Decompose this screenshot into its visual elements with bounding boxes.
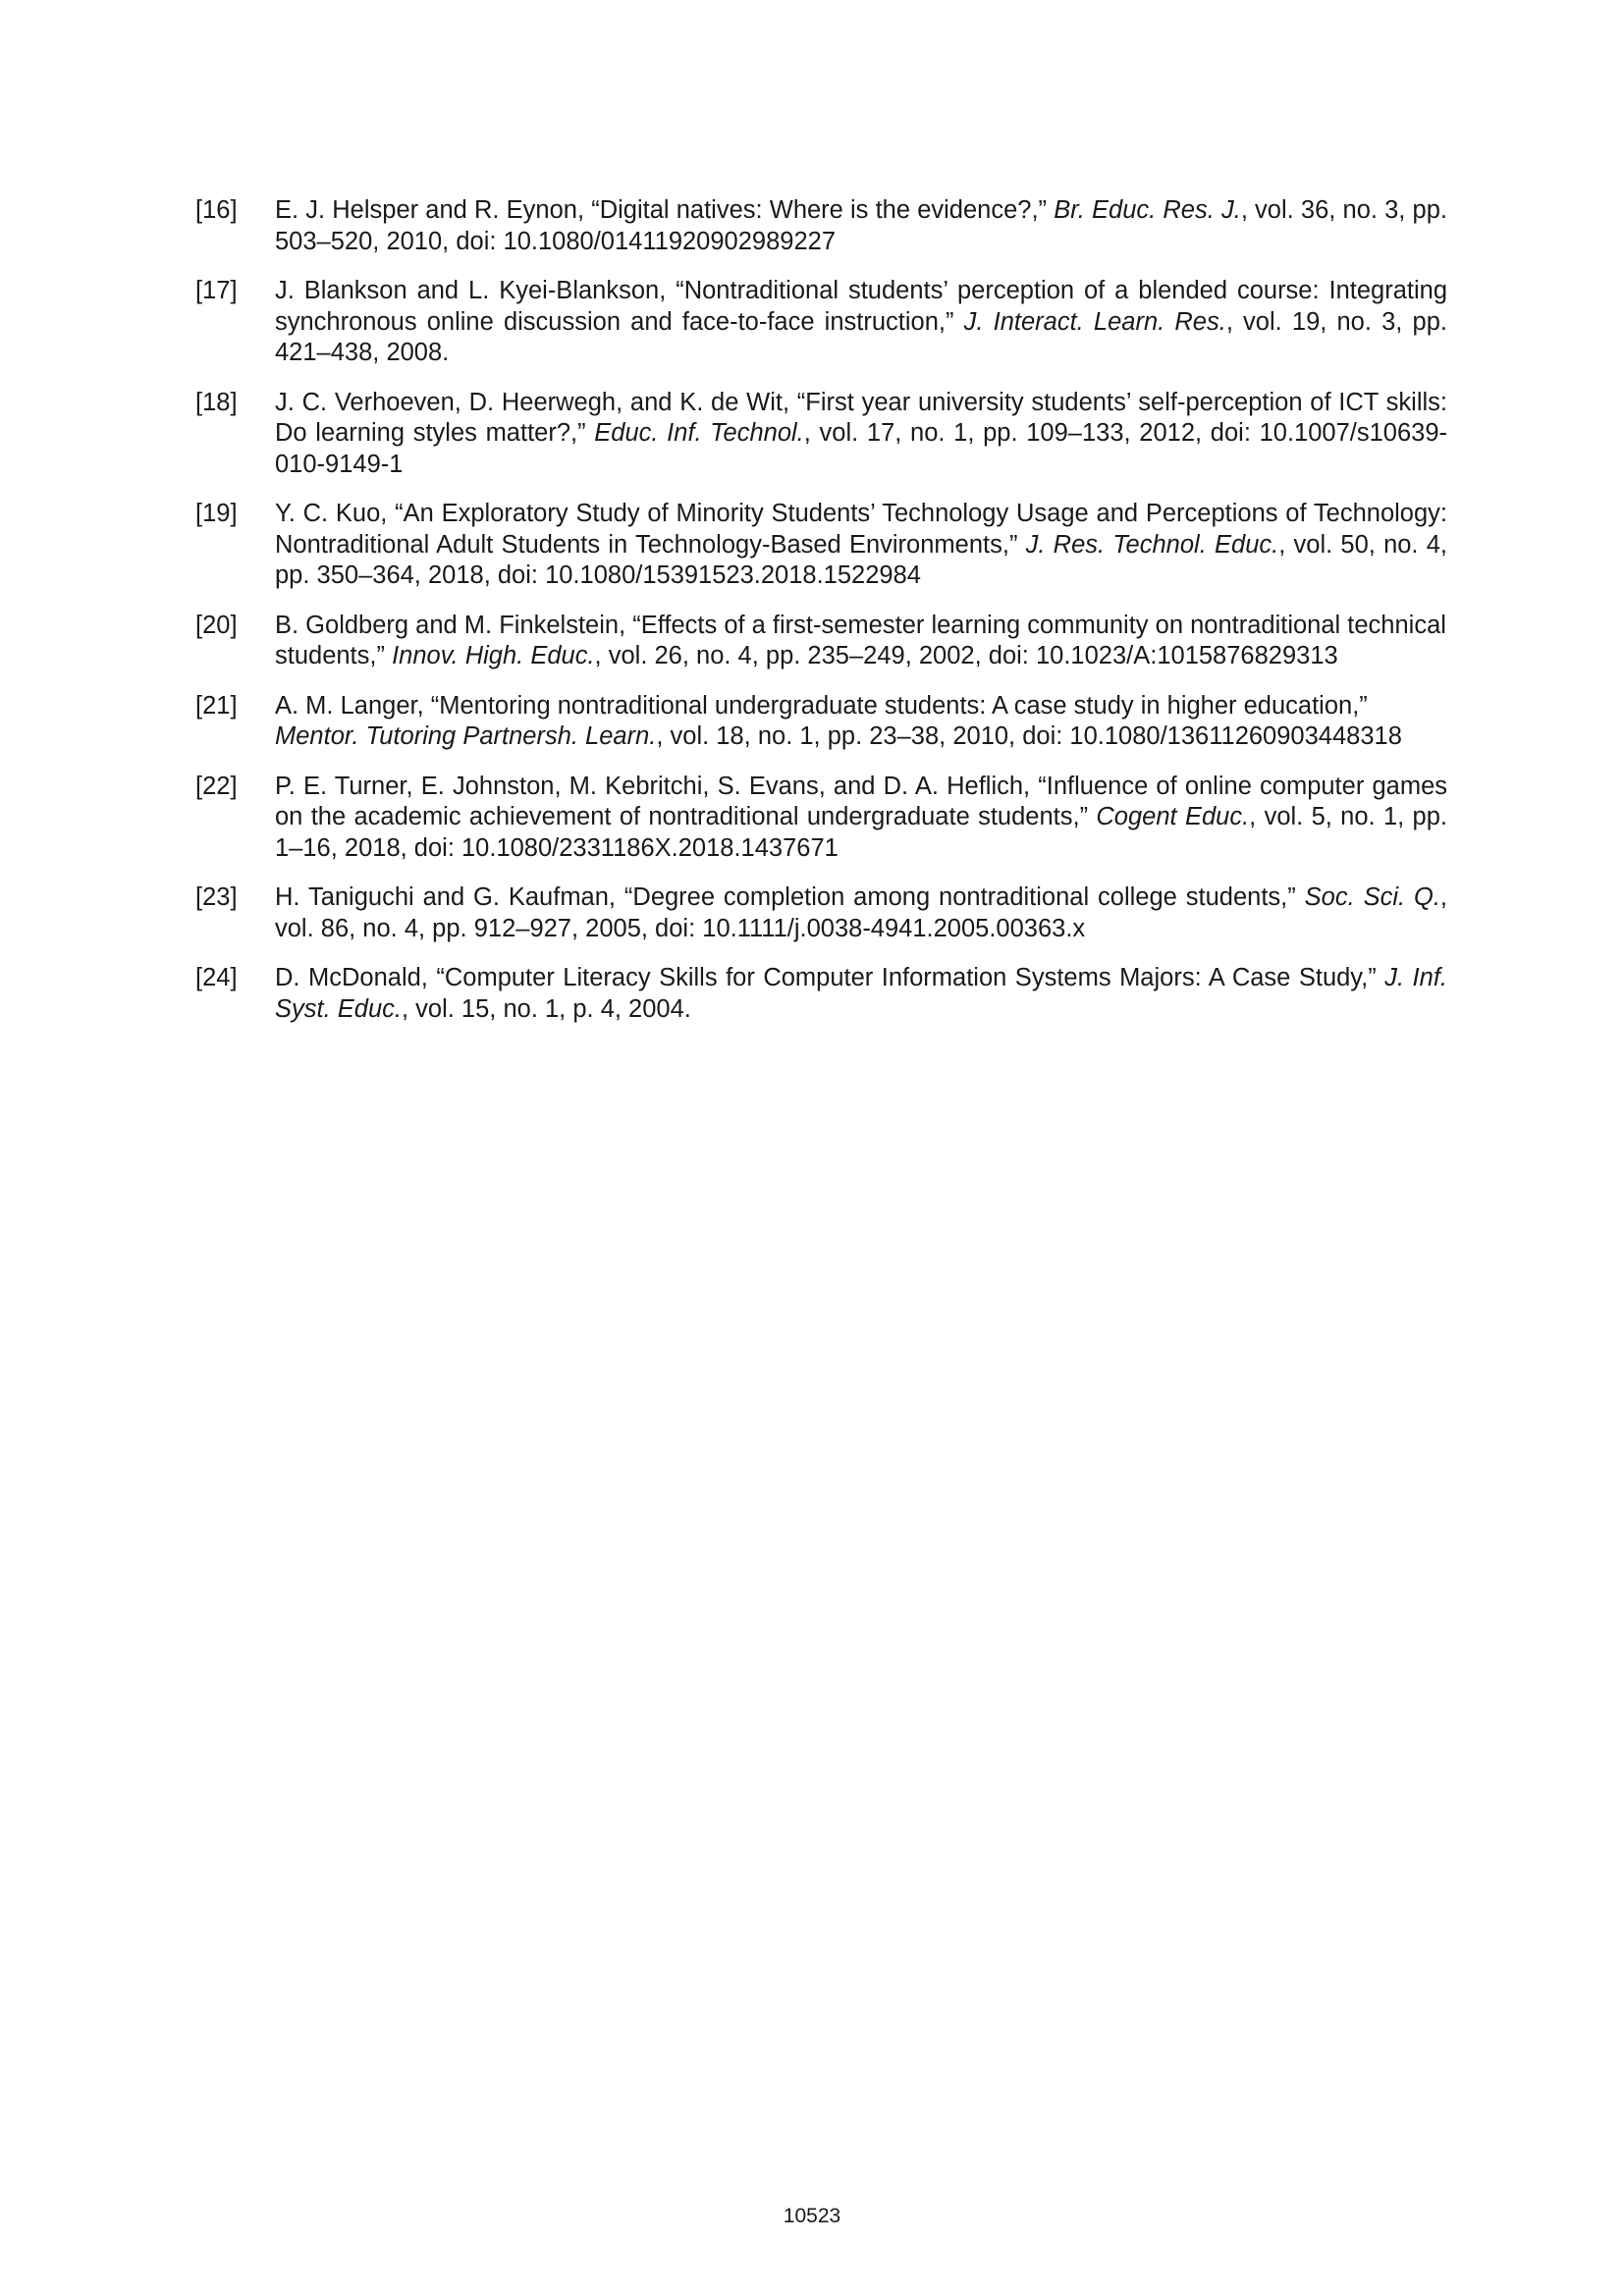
- journal-title: Educ. Inf. Technol.: [594, 419, 804, 447]
- reference-entry: [195, 882, 1447, 944]
- reference-text: [275, 276, 1447, 369]
- reference-number: [22]: [195, 772, 238, 800]
- reference-segment: , vol. 26, no. 4, pp. 235–249, 2002, doi: 10.1023/A:1015876829313: [594, 642, 1338, 669]
- reference-entry: [195, 388, 1447, 481]
- reference-text: [275, 499, 1447, 592]
- reference-segment: , vol. 18, no. 1, pp. 23–38, 2010, doi: 10.1080/13611260903448318: [656, 722, 1402, 750]
- reference-entry: [195, 963, 1447, 1025]
- reference-text: [275, 691, 1447, 753]
- reference-text: [275, 388, 1447, 481]
- reference-entry: [195, 611, 1447, 672]
- reference-number: [18]: [195, 388, 238, 416]
- reference-text: [275, 195, 1447, 257]
- reference-number: [16]: [195, 196, 238, 224]
- reference-segment: H. Taniguchi and G. Kaufman, “Degree completion among nontraditional college students,”: [275, 883, 1305, 911]
- reference-segment: , vol. 17, no. 1, pp. 109–133, 2012, doi: 10.1007/s10639-010-9149-1: [275, 419, 1448, 478]
- journal-title: Br. Educ. Res. J.: [1054, 196, 1241, 224]
- reference-number: [17]: [195, 277, 238, 304]
- reference-text: [275, 882, 1447, 944]
- journal-title: J. Res. Technol. Educ.: [1025, 530, 1279, 559]
- reference-segment: B. Goldberg and M. Finkelstein, “Effects of a first-semester learning community on nontraditional technical students,”: [275, 611, 1446, 669]
- page-number: 10523: [783, 2205, 841, 2227]
- journal-title: J. Interact. Learn. Res.: [963, 307, 1226, 336]
- reference-number: [20]: [195, 611, 238, 639]
- reference-number: [19]: [195, 500, 238, 527]
- reference-segment: , vol. 86, no. 4, pp. 912–927, 2005, doi: 10.1111/j.0038-4941.2005.00363.x: [275, 883, 1447, 942]
- journal-title: J. Inf. Syst. Educ.: [275, 964, 1447, 1023]
- journal-title: Cogent Educ.: [1096, 803, 1250, 830]
- reference-segment: , vol. 15, no. 1, p. 4, 2004.: [401, 994, 691, 1023]
- reference-text: [275, 963, 1447, 1025]
- reference-text: [275, 772, 1447, 865]
- reference-entry: [195, 691, 1447, 753]
- journal-title: Mentor. Tutoring Partnersh. Learn.: [275, 722, 657, 750]
- reference-text: [275, 611, 1447, 672]
- reference-segment: , vol. 5, no. 1, pp. 1–16, 2018, doi: 10.1080/2331186X.2018.1437671: [275, 803, 1447, 862]
- reference-segment: P. E. Turner, E. Johnston, M. Kebritchi, S. Evans, and D. A. Heflich, “Influence of online computer games on the academic achievement of nontraditional undergraduate students,”: [275, 772, 1447, 830]
- reference-segment: , vol. 19, no. 3, pp. 421–438, 2008.: [275, 307, 1447, 366]
- reference-segment: , vol. 50, no. 4, pp. 350–364, 2018, doi: 10.1080/15391523.2018.1522984: [275, 530, 1447, 589]
- reference-number: [24]: [195, 964, 238, 991]
- reference-segment: E. J. Helsper and R. Eynon, “Digital natives: Where is the evidence?,”: [275, 196, 1055, 224]
- reference-entry: [195, 499, 1447, 592]
- reference-segment: , vol. 36, no. 3, pp. 503–520, 2010, doi: 10.1080/01411920902989227: [275, 196, 1447, 255]
- reference-entry: [195, 195, 1447, 257]
- journal-title: Innov. High. Educ.: [392, 642, 595, 669]
- reference-segment: J. C. Verhoeven, D. Heerwegh, and K. de Wit, “First year university students’ self-perception of ICT skills: Do learning styles matter?,”: [275, 388, 1447, 447]
- reference-number: [23]: [195, 883, 238, 911]
- reference-list: [195, 195, 1447, 1043]
- reference-entry: [195, 772, 1447, 865]
- reference-number: [21]: [195, 691, 238, 720]
- reference-segment: J. Blankson and L. Kyei-Blankson, “Nontraditional students’ perception of a blended course: Integrating synchronous online discussion and face-to-face instruction,”: [275, 277, 1447, 336]
- reference-segment: Y. C. Kuo, “An Exploratory Study of Minority Students’ Technology Usage and Perceptions of Technology: Nontraditional Adult Students in Technology-Based Environments,”: [275, 500, 1447, 559]
- journal-title: Soc. Sci. Q.: [1304, 883, 1440, 911]
- reference-segment: A. M. Langer, “Mentoring nontraditional undergraduate students: A case study in higher education,”: [275, 691, 1368, 720]
- reference-entry: [195, 276, 1447, 369]
- reference-segment: D. McDonald, “Computer Literacy Skills for Computer Information Systems Majors: A Case Study,”: [275, 964, 1385, 991]
